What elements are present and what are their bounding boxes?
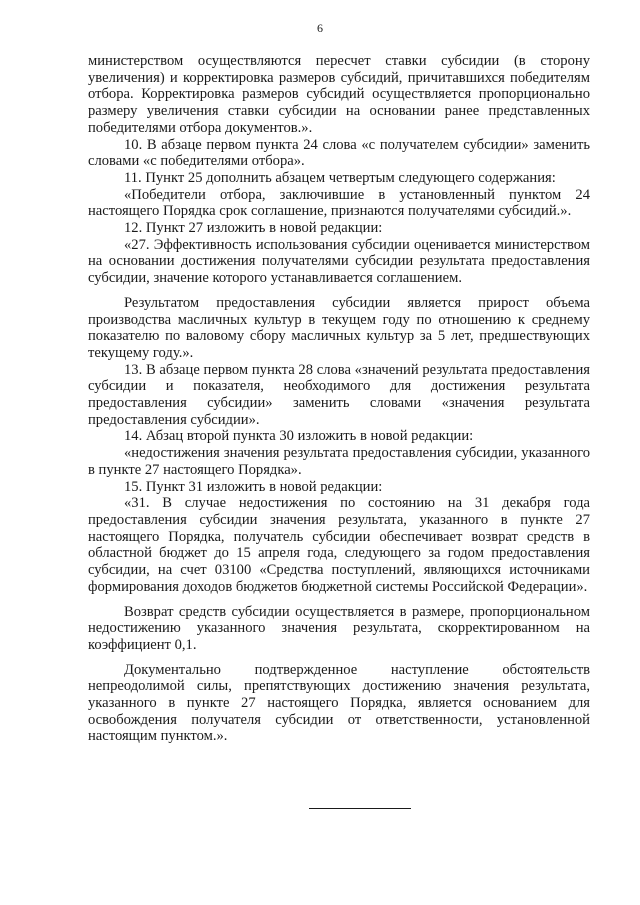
paragraph-item-15-quote-1: «31. В случае недостижения по состоянию на 31 декабря года предоставления субсидии значения результата, указанного в пункте 27 настоящего Порядка, получатель субсидии обеспечивает возврат средств в областной бюджет до 15 апреля года, следующего за годом предоставления субсидии, на счет 03100 «Средства поступлений, являющихся источниками формирования доходов бюджетов бюджетной системы Российской Федерации». xyxy=(88,495,590,595)
end-of-text-rule xyxy=(309,808,411,809)
paragraph-continuation: министерством осуществляются пересчет ставки субсидии (в сторону увеличения) и корректировка размеров субсидий, причитавшихся победителям отбора. Корректировка размеров субсидий осуществляется пропорционально размеру увеличения ставки субсидии на основании ранее представленных победителями отбора документов.». xyxy=(88,53,590,136)
paragraph-item-11-quote: «Победители отбора, заключившие в установленный пунктом 24 настоящего Порядка срок соглашение, признаются получателями субсидий.». xyxy=(88,186,590,220)
paragraph-item-13: 13. В абзаце первом пункта 28 слова «значений результата предоставления субсидии и показателя, необходимого для достижения результата предоставления субсидии» заменить словами «значения результата предоставления субсидии». xyxy=(88,361,590,428)
paragraph-item-12-quote-1: «27. Эффективность использования субсидии оценивается министерством на основании достижения получателями субсидии результата предоставления субсидии, значение которого устанавливается соглашением. xyxy=(88,236,590,287)
paragraph-item-12-quote-2: Результатом предоставления субсидии является прирост объема производства масличных культур в текущем году по отношению к среднему показателю по валовому сбору масличных культур за 5 лет, предшествующих текущему году.». xyxy=(88,294,590,361)
paragraph-item-11: 11. Пункт 25 дополнить абзацем четвертым следующего содержания: xyxy=(124,169,556,186)
paragraph-item-14-quote: «недостижения значения результата предоставления субсидии, указанного в пункте 27 настоящего Порядка». xyxy=(88,445,590,478)
page-number: 6 xyxy=(317,21,323,35)
paragraph-item-12: 12. Пункт 27 изложить в новой редакции: xyxy=(124,220,383,237)
paragraph-item-14: 14. Абзац второй пункта 30 изложить в новой редакции: xyxy=(124,428,474,445)
paragraph-item-15-quote-3: Документально подтвержденное наступление обстоятельств непреодолимой силы, препятствующих достижению значения результата, указанного в пункте 27 настоящего Порядка, является основанием для освобождения получателя субсидии от ответственности, установленной настоящим пунктом.». xyxy=(88,661,590,745)
paragraph-item-15-quote-2: Возврат средств субсидии осуществляется в размере, пропорциональном недостижению указанного значения результата, скорректированном на коэффициент 0,1. xyxy=(88,603,590,653)
paragraph-item-10: 10. В абзаце первом пункта 24 слова «с получателем субсидии» заменить словами «с победителями отбора». xyxy=(88,136,590,170)
document-body xyxy=(88,53,590,745)
paragraph-item-15: 15. Пункт 31 изложить в новой редакции: xyxy=(124,478,383,495)
